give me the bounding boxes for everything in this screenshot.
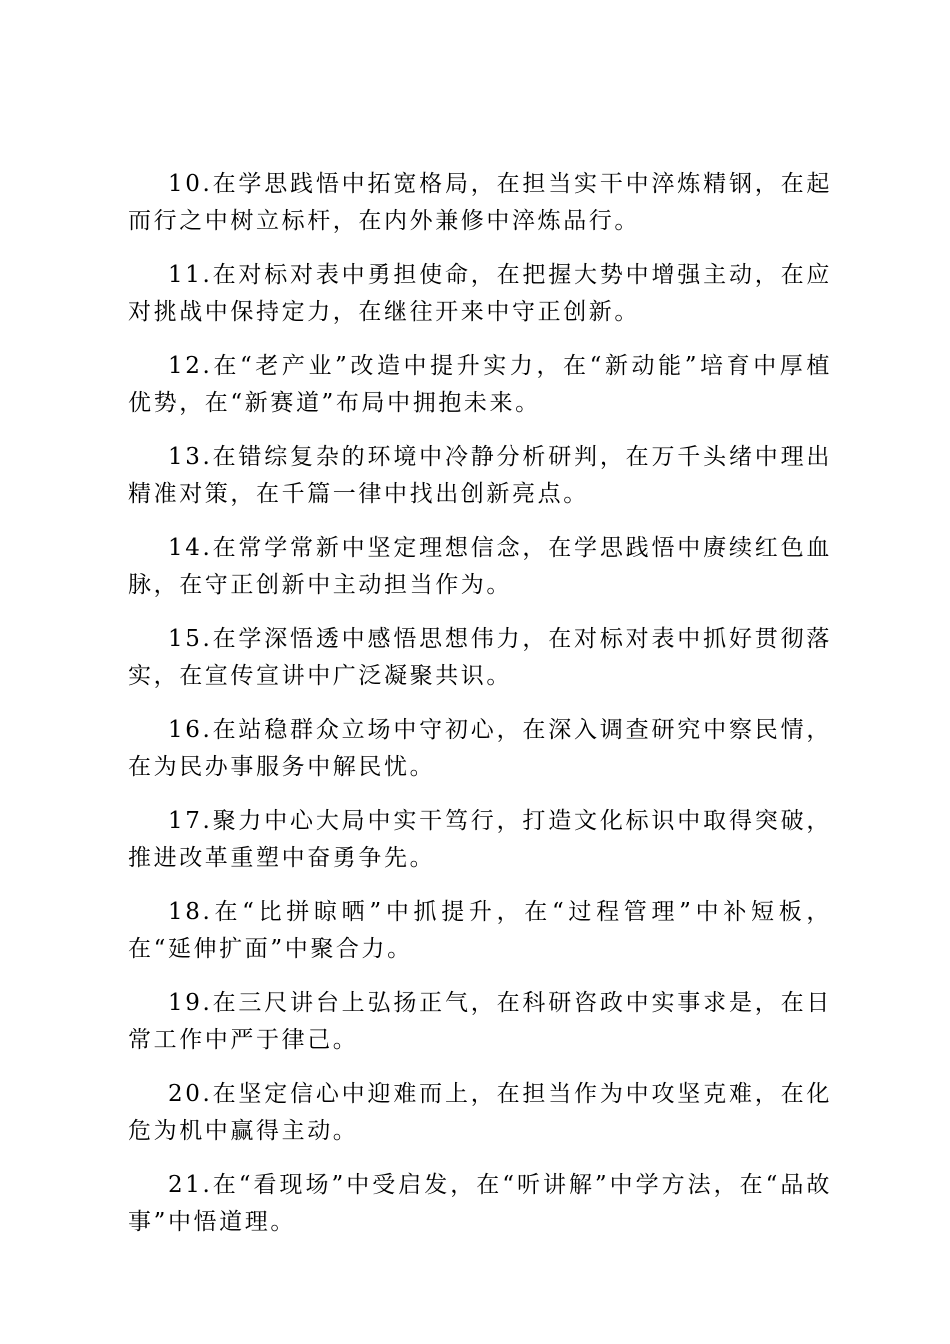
- paragraph-15: 15.在学深悟透中感悟思想伟力，在对标对表中抓好贯彻落实，在宣传宣讲中广泛凝聚共识。: [128, 626, 832, 689]
- paragraph-19: 19.在三尺讲台上弘扬正气，在科研咨政中实事求是，在日常工作中严于律己。: [128, 990, 832, 1053]
- paragraph-10: 10.在学思践悟中拓宽格局，在担当实干中淬炼精钢，在起而行之中树立标杆，在内外兼修中淬炼品行。: [128, 171, 832, 234]
- paragraph-20: 20.在坚定信心中迎难而上，在担当作为中攻坚克难，在化危为机中赢得主动。: [128, 1081, 832, 1144]
- document-body: [128, 166, 832, 1258]
- paragraph-17: 17.聚力中心大局中实干笃行，打造文化标识中取得突破，推进改革重塑中奋勇争先。: [128, 808, 832, 871]
- paragraph-13: 13.在错综复杂的环境中冷静分析研判，在万千头绪中理出精准对策，在千篇一律中找出创新亮点。: [128, 444, 832, 507]
- paragraph-21: 21.在“看现场”中受启发，在“听讲解”中学方法，在“品故事”中悟道理。: [128, 1172, 832, 1235]
- paragraph-11: 11.在对标对表中勇担使命，在把握大势中增强主动，在应对挑战中保持定力，在继往开来中守正创新。: [128, 262, 832, 325]
- paragraph-14: 14.在常学常新中坚定理想信念，在学思践悟中赓续红色血脉，在守正创新中主动担当作为。: [128, 535, 832, 598]
- paragraph-16: 16.在站稳群众立场中守初心，在深入调查研究中察民情，在为民办事服务中解民忧。: [128, 717, 832, 780]
- paragraph-18: 18.在“比拼晾晒”中抓提升，在“过程管理”中补短板，在“延伸扩面”中聚合力。: [128, 899, 832, 962]
- paragraph-12: 12.在“老产业”改造中提升实力，在“新动能”培育中厚植优势，在“新赛道”布局中拥抱未来。: [128, 353, 832, 416]
